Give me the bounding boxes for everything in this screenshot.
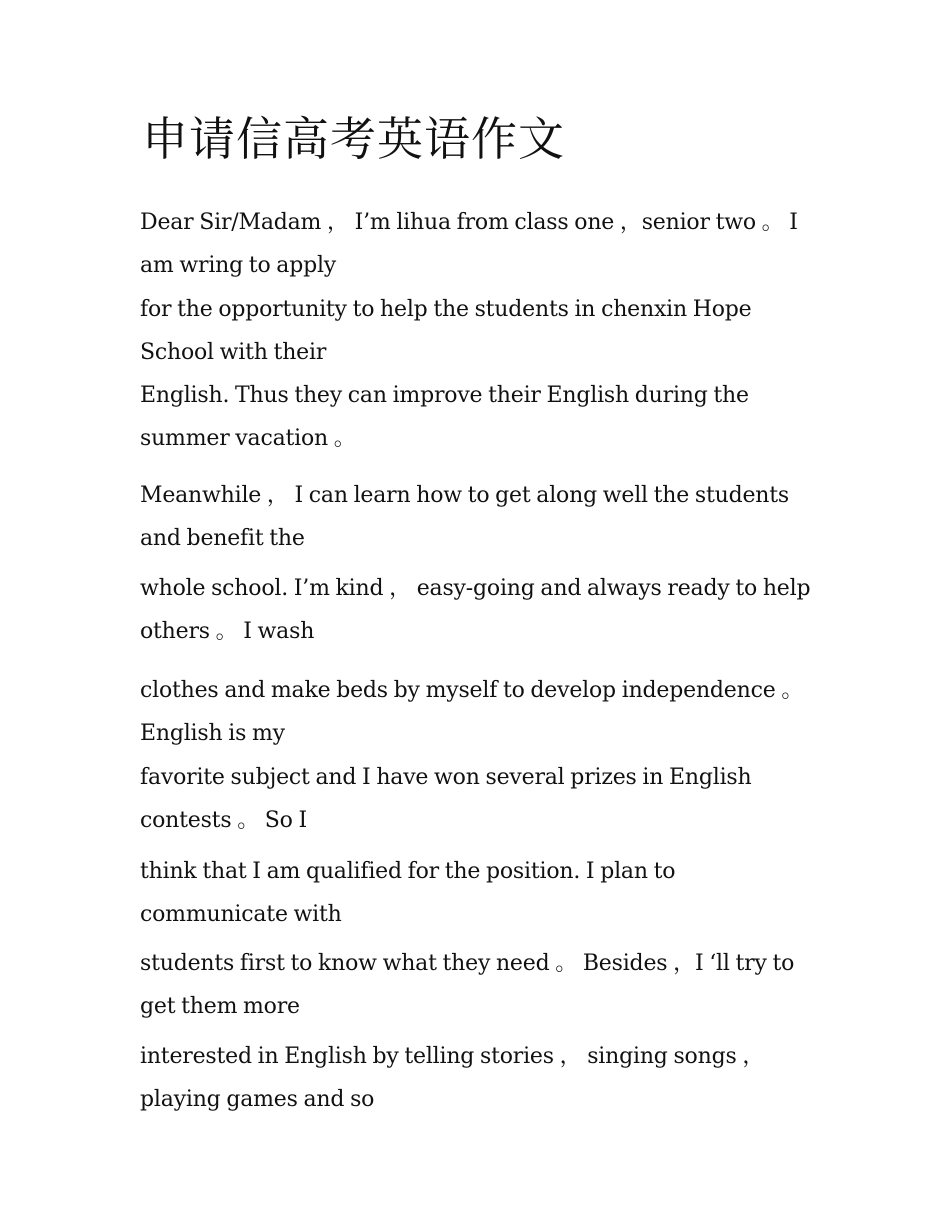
paragraph-2: for the opportunity to help the students in chenxin Hope School with their: [140, 297, 752, 365]
paragraph-3: English. Thus they can improve their English during the summer vacation 。: [140, 383, 749, 451]
paragraph-6: clothes and make beds by myself to develop independence 。 English is my: [140, 678, 804, 746]
paragraph-7: favorite subject and I have won several prizes in English contests 。 So I: [140, 765, 752, 833]
paragraph-9: students first to know what they need 。 Besides ，I ‘ll try to get them more: [140, 951, 795, 1019]
paragraph-5: whole school. I’m kind ， easy-going and always ready to help others 。 I wash: [140, 576, 811, 644]
paragraph-4: Meanwhile ， I can learn how to get along well the students and benefit the: [140, 483, 789, 551]
paragraph-8: think that I am qualified for the position. I plan to communicate with: [140, 859, 676, 927]
document-title: 申请信高考英语作文: [142, 112, 565, 166]
paragraph-10: interested in English by telling stories ， singing songs ，playing games and so: [140, 1044, 765, 1112]
paragraph-1: Dear Sir/Madam ， I’m lihua from class one ，senior two 。 I am wring to apply: [140, 210, 798, 278]
